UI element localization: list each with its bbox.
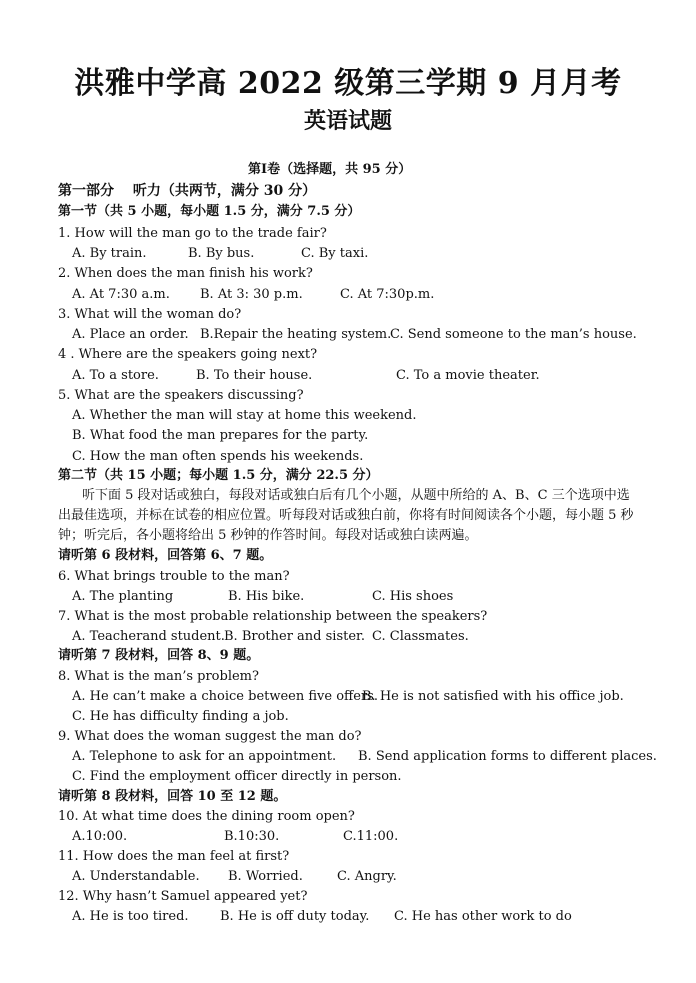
question-6: 6. What brings trouble to the man? — [58, 569, 290, 584]
q3-option-b: B.Repair the heating system. — [200, 327, 392, 342]
volume-heading: 第Ⅰ卷（选择题，共 95 分） — [248, 162, 412, 177]
q7-option-a: A. Teacherand student. — [72, 629, 225, 644]
exam-title: 洪雅中学高 2022 级第三学期 9 月月考 — [74, 66, 622, 101]
question-8: 8. What is the man’s problem? — [58, 669, 259, 684]
q4-option-c: C. To a movie theater. — [396, 368, 540, 383]
q5-option-b: B. What food the man prepares for the party. — [72, 428, 369, 443]
q8-option-b: B. He is not satisfied with his office job. — [362, 689, 624, 704]
q7-option-b: B. Brother and sister. — [224, 629, 365, 644]
q6-option-a: A. The planting — [72, 589, 174, 604]
q9-option-b: B. Send application forms to different places. — [358, 749, 657, 764]
group7-heading: 请听第 7 段材料，回答 8、9 题。 — [58, 648, 260, 663]
question-9: 9. What does the woman suggest the man do? — [58, 729, 362, 744]
q5-option-a: A. Whether the man will stay at home this weekend. — [72, 408, 417, 423]
question-11: 11. How does the man feel at first? — [58, 849, 290, 864]
q2-option-b: B. At 3: 30 p.m. — [200, 287, 303, 302]
q11-option-c: C. Angry. — [337, 869, 397, 884]
q2-option-c: C. At 7:30p.m. — [340, 287, 435, 302]
q10-option-b: B.10:30. — [224, 829, 280, 844]
q8-option-c: C. He has difficulty finding a job. — [72, 709, 289, 724]
q5-option-c: C. How the man often spends his weekends. — [72, 449, 364, 464]
q9-option-a: A. Telephone to ask for an appointment. — [72, 749, 337, 764]
q4-option-b: B. To their house. — [196, 368, 313, 383]
q3-option-c: C. Send someone to the man’s house. — [390, 327, 637, 342]
q12-option-b: B. He is off duty today. — [220, 909, 370, 924]
part1-heading: 第一部分 听力（共两节，满分 30 分） — [58, 183, 317, 199]
section1-heading: 第一节（共 5 小题，每小题 1.5 分，满分 7.5 分） — [58, 204, 361, 219]
q2-option-a: A. At 7:30 a.m. — [72, 287, 170, 302]
q1-option-b: B. By bus. — [188, 246, 255, 261]
q10-option-a: A.10:00. — [72, 829, 128, 844]
q4-option-a: A. To a store. — [72, 368, 159, 383]
group6-heading: 请听第 6 段材料，回答第 6、7 题。 — [58, 548, 273, 563]
section2-instructions: 听下面 5 段对话或独白，每段对话或独白后有几个小题，从题中所给的 A、B、C 三个选项中选出最佳选项，并标在试卷的相应位置。听每段对话或独白前，你将有时间阅读各个小题，每小题 5 秒钟；听完后，各小题将给出 5 秒钟的作答时间。每段对话或独白读两遍。 — [58, 488, 634, 543]
q1-option-a: A. By train. — [72, 246, 147, 261]
q8-option-a: A. He can’t make a choice between five offers. — [72, 689, 378, 704]
q9-option-c: C. Find the employment officer directly in person. — [72, 769, 402, 784]
section2-heading: 第二节（共 15 小题；每小题 1.5 分，满分 22.5 分） — [58, 468, 379, 483]
q11-option-b: B. Worried. — [228, 869, 303, 884]
q1-option-c: C. By taxi. — [301, 246, 369, 261]
q7-option-c: C. Classmates. — [372, 629, 469, 644]
question-12: 12. Why hasn’t Samuel appeared yet? — [58, 889, 308, 904]
question-5: 5. What are the speakers discussing? — [58, 388, 304, 403]
question-10: 10. At what time does the dining room open? — [58, 809, 355, 824]
q3-option-a: A. Place an order. — [72, 327, 189, 342]
q12-option-a: A. He is too tired. — [72, 909, 189, 924]
question-7: 7. What is the most probable relationship between the speakers? — [58, 609, 488, 624]
question-2: 2. When does the man finish his work? — [58, 266, 313, 281]
q6-option-c: C. His shoes — [372, 589, 454, 604]
q10-option-c: C.11:00. — [343, 829, 399, 844]
q12-option-c: C. He has other work to do — [394, 909, 572, 924]
q11-option-a: A. Understandable. — [72, 869, 200, 884]
q6-option-b: B. His bike. — [228, 589, 305, 604]
question-3: 3. What will the woman do? — [58, 307, 242, 322]
group8-heading: 请听第 8 段材料，回答 10 至 12 题。 — [58, 789, 287, 804]
question-4: 4 . Where are the speakers going next? — [58, 347, 318, 362]
exam-subtitle: 英语试题 — [303, 108, 392, 134]
question-1: 1. How will the man go to the trade fair? — [58, 226, 327, 241]
